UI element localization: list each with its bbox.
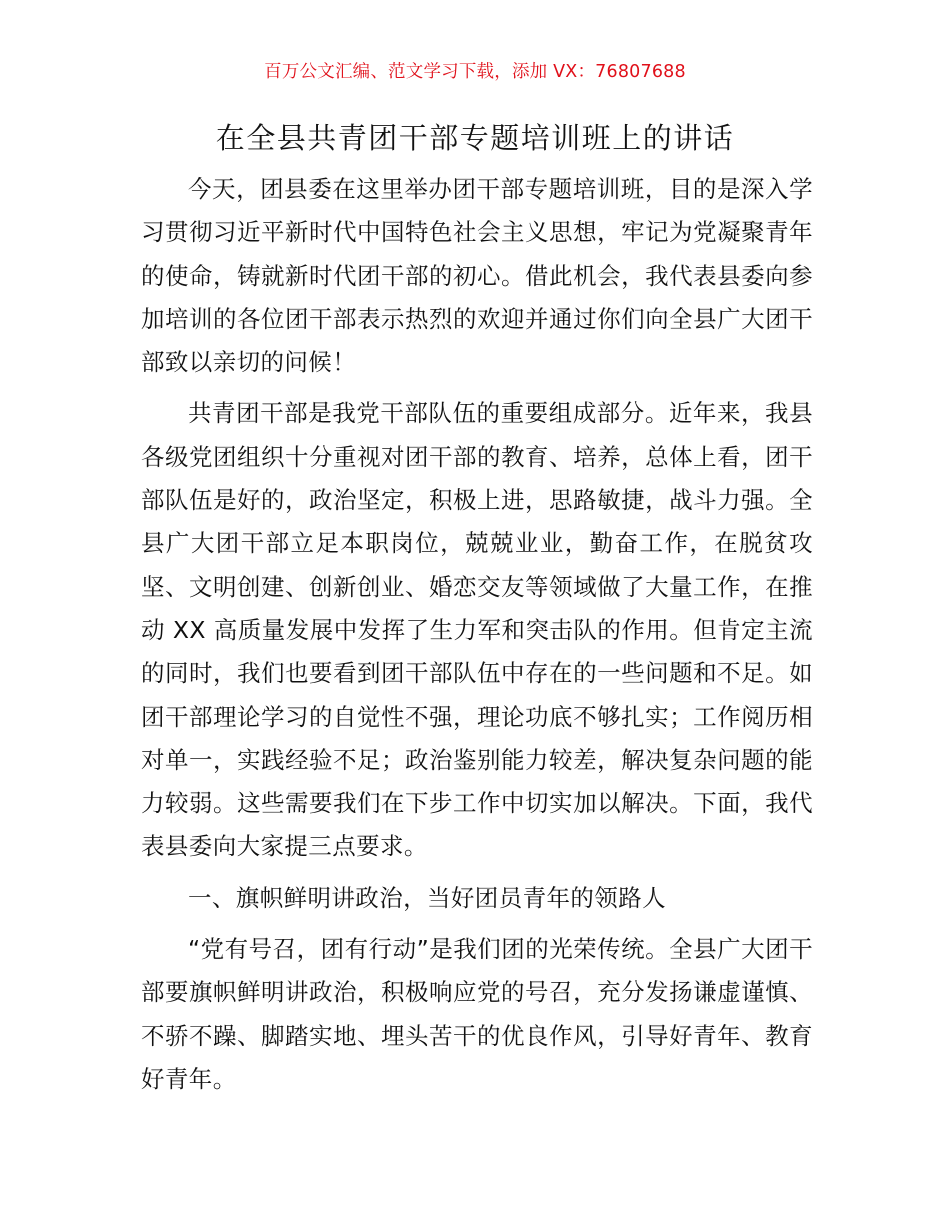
paragraph-cadres: 共青团干部是我党干部队伍的重要组成部分。近年来，我县各级党团组织十分重视对团干部的教育、培养，总体上看，团干部队伍是好的，政治坚定，积极上进，思路敏捷，战斗力强。全县广大团干部立足本职岗位，兢兢业业，勤奋工作，在脱贫攻坚、文明创建、创新创业、婚恋交友等领域做了大量工作，在推动 XX 高质量发展中发挥了生力军和突击队的作用。但肯定主流的同时，我们也要看到团干部队伍中存在的一些问题和不足。如团干部理论学习的自觉性不强，理论功底不够扎实；工作阅历相对单一，实践经验不足；政治鉴别能力较差，解决复杂问题的能力较弱。这些需要我们在下步工作中切实加以解决。下面，我代表县委向大家提三点要求。	[141, 399, 813, 861]
section-heading: 一、旗帜鲜明讲政治，当好团员青年的领路人	[188, 883, 666, 912]
document-title: 在全县共青团干部专题培训班上的讲话	[215, 121, 735, 155]
document-body	[141, 168, 813, 1109]
paragraph-section-one: “党有号召，团有行动”是我们团的光荣传统。全县广大团干部要旗帜鲜明讲政治，积极响应党的号召，充分发扬谦虚谨慎、不骄不躁、脚踏实地、埋头苦干的优良作风，引导好青年、教育好青年。	[141, 935, 813, 1093]
watermark-header: 百万公文汇编、范文学习下载，添加 VX：76807688	[264, 62, 686, 82]
paragraph-intro: 今天，团县委在这里举办团干部专题培训班，目的是深入学习贯彻习近平新时代中国特色社会主义思想，牢记为党凝聚青年的使命，铸就新时代团干部的初心。借此机会，我代表县委向参加培训的各位团干部表示热烈的欢迎并通过你们向全县广大团干部致以亲切的问候！	[141, 175, 813, 377]
